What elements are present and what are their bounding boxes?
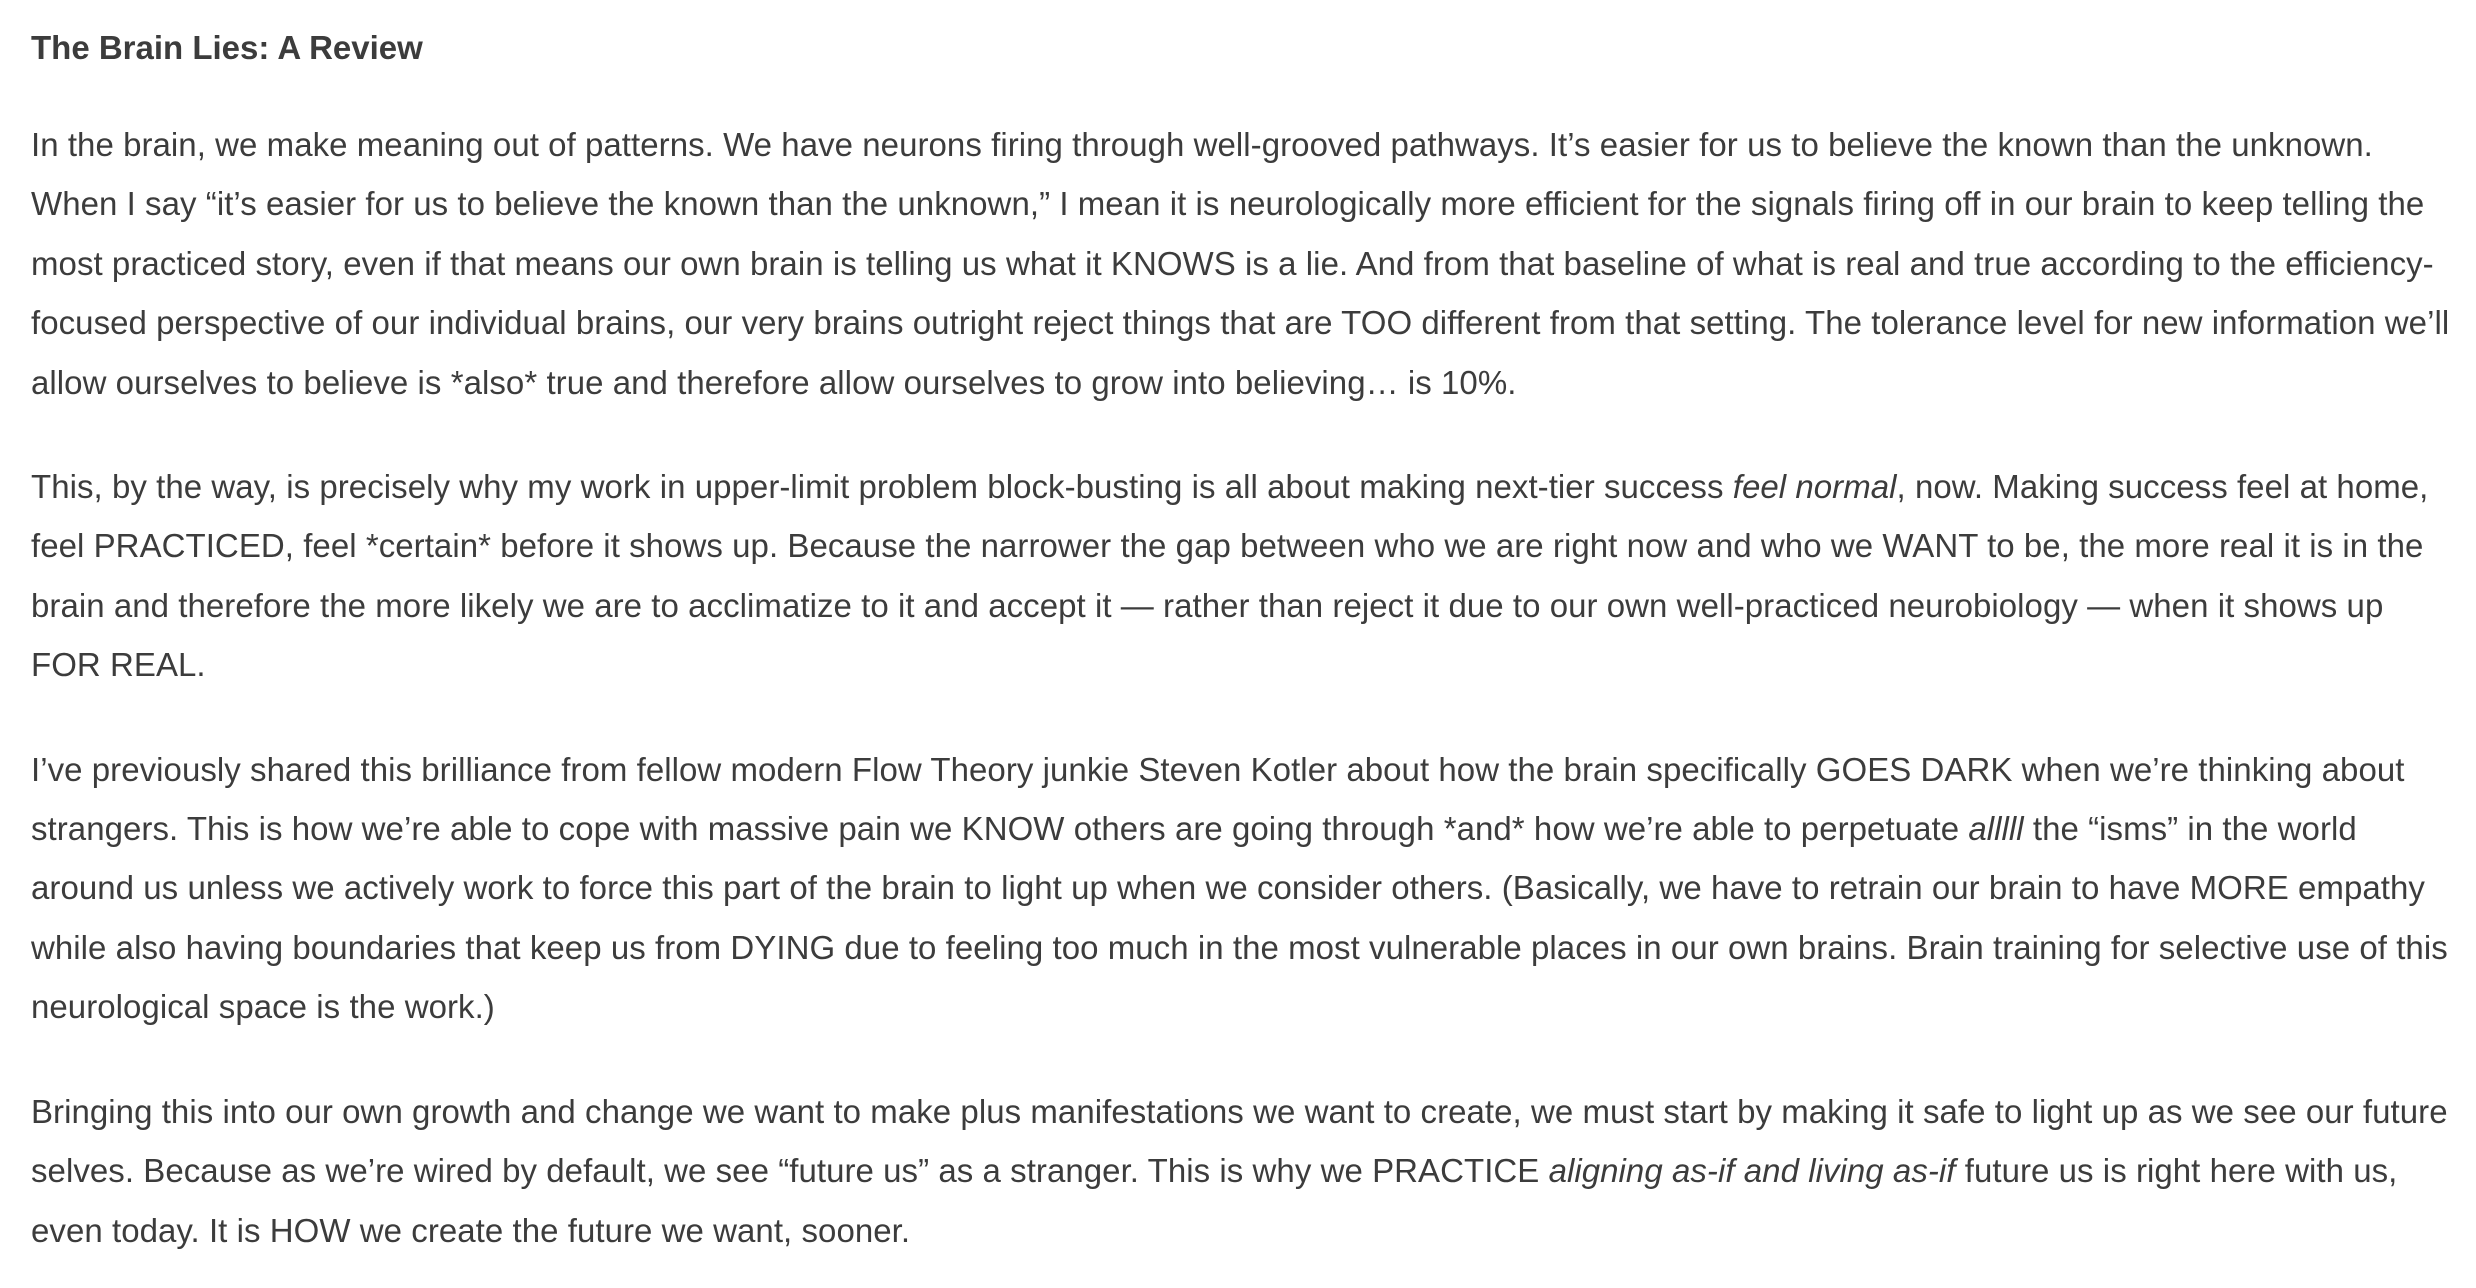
paragraph-text: the “isms” in the world around us unless we actively work to force this part of the brain to light up when we consider others. (Basically, we have to retrain our brain to have MORE empathy while also having boundaries that keep us from DYING due to feeling too much in the most vulnerable places in our own brains. Brain training for selective use of this neurological space is the work.) bbox=[31, 810, 2448, 1026]
paragraph-2 bbox=[31, 457, 2461, 695]
article-title: The Brain Lies: A Review bbox=[31, 29, 423, 66]
article bbox=[31, 0, 2461, 1260]
paragraph-text: I’ve previously shared this brilliance from fellow modern Flow Theory junkie Steven Kotler about how the brain specifically GOES DARK when we’re thinking about strangers. This is how we’re able to cope with massive pain we KNOW others are going through *and* how we’re able to perpetuate bbox=[31, 750, 2405, 848]
paragraph-text: This, by the way, is precisely why my work in upper-limit problem block-busting is all about making next-tier success bbox=[31, 468, 1733, 506]
paragraph-3 bbox=[31, 740, 2461, 1037]
italic-emphasis: alllll bbox=[1968, 810, 2024, 848]
paragraph-1 bbox=[31, 115, 2461, 412]
paragraph-text: Bringing this into our own growth and change we want to make plus manifestations we want to create, we must start by making it safe to light up as we see our future selves. Because as we’re wired by default, we see “future us” as a stranger. This is why we PRACTICE bbox=[31, 1092, 2448, 1190]
paragraph-text: future us is right here with us, even today. It is HOW we create the future we want, sooner. bbox=[31, 1152, 2398, 1249]
paragraph-4 bbox=[31, 1082, 2461, 1260]
paragraph-text: , now. Making success feel at home, feel PRACTICED, feel *certain* before it shows up. Because the narrower the gap between who we are right now and who we WANT to be, the more real it is in the brain and therefore the more likely we are to acclimatize to it and accept it — rather than reject it due to our own well-practiced neurobiology — when it shows up FOR REAL. bbox=[31, 468, 2429, 684]
paragraph-text: In the brain, we make meaning out of patterns. We have neurons firing through well-grooved pathways. It’s easier for us to believe the known than the unknown. When I say “it’s easier for us to believe the known than the unknown,” I mean it is neurologically more efficient for the signals firing off in our brain to keep telling the most practiced story, even if that means our own brain is telling us what it KNOWS is a lie. And from that baseline of what is real and true according to the efficiency-focused perspective of our individual brains, our very brains outright reject things that are TOO different from that setting. The tolerance level for new information we’ll allow ourselves to believe is *also* true and therefore allow ourselves to grow into believing… is 10%. bbox=[31, 126, 2450, 401]
italic-emphasis: feel normal bbox=[1732, 468, 1897, 506]
italic-emphasis: aligning as-if and living as-if bbox=[1548, 1152, 1956, 1190]
